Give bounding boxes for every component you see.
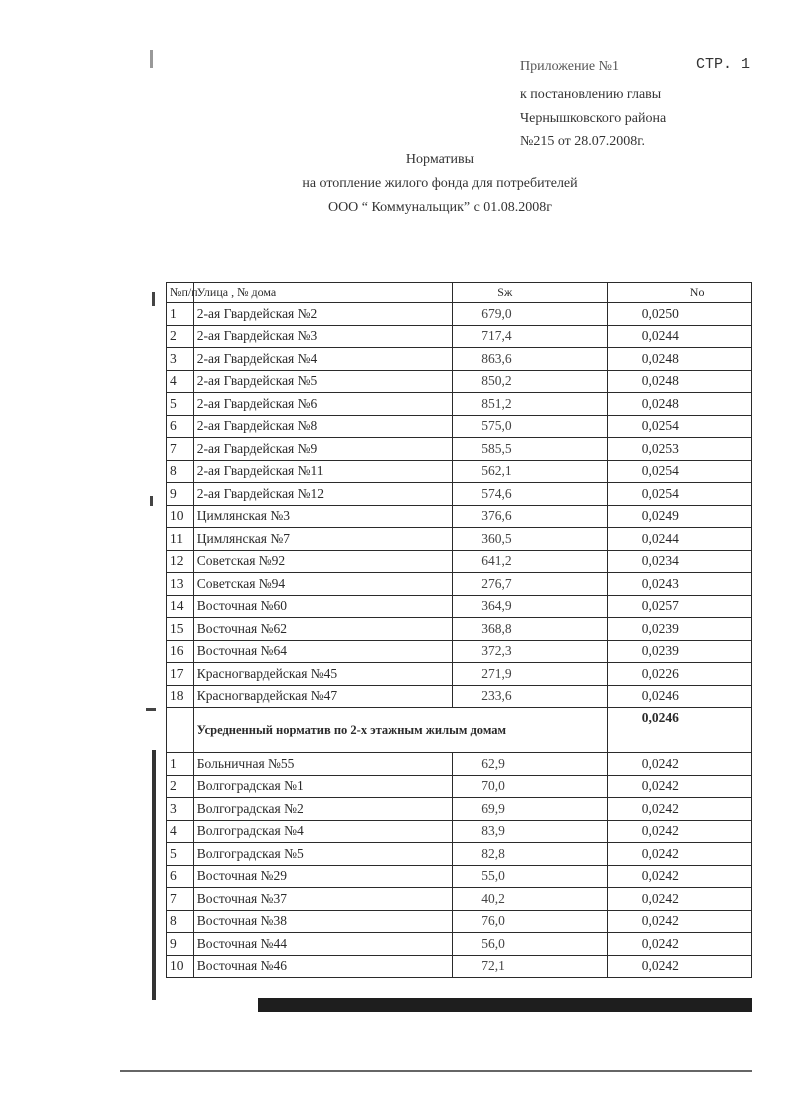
cell-street: 2-ая Гвардейская №12: [193, 483, 453, 506]
cell-number: 12: [167, 550, 194, 573]
cell-area: 575,0: [453, 415, 607, 438]
cell-street: Больничная №55: [193, 753, 453, 776]
cell-area: 850,2: [453, 370, 607, 393]
cell-norm: 0,0242: [607, 955, 751, 978]
table-row: [167, 460, 752, 483]
cell-norm: 0,0246: [607, 685, 751, 708]
table-body-two-storey: [167, 303, 752, 708]
cell-street: Восточная №37: [193, 888, 453, 911]
average-label: Усредненный норматив по 2-х этажным жилым домам: [193, 708, 607, 753]
cell-number: 4: [167, 370, 194, 393]
cell-area: 40,2: [453, 888, 607, 911]
cell-area: 679,0: [453, 303, 607, 326]
cell-norm: 0,0242: [607, 865, 751, 888]
cell-street: 2-ая Гвардейская №8: [193, 415, 453, 438]
table-row: [167, 843, 752, 866]
cell-street: 2-ая Гвардейская №2: [193, 303, 453, 326]
header-norm: No: [607, 283, 751, 303]
table-row: [167, 618, 752, 641]
table-row: [167, 865, 752, 888]
cell-norm: 0,0254: [607, 415, 751, 438]
table-row: [167, 483, 752, 506]
cell-norm: 0,0239: [607, 618, 751, 641]
table-row: [167, 955, 752, 978]
cell-street: Восточная №29: [193, 865, 453, 888]
cell-number: 10: [167, 505, 194, 528]
cell-area: 82,8: [453, 843, 607, 866]
header-street: Улица , № дома: [193, 283, 453, 303]
cell-street: Советская №94: [193, 573, 453, 596]
table-row: [167, 370, 752, 393]
cell-street: Волгоградская №5: [193, 843, 453, 866]
cell-number: 6: [167, 415, 194, 438]
table-row: [167, 573, 752, 596]
cell-number: 7: [167, 888, 194, 911]
cell-norm: 0,0248: [607, 348, 751, 371]
table-header-row: [167, 283, 752, 303]
cell-street: Восточная №60: [193, 595, 453, 618]
average-number: [167, 708, 194, 753]
cell-area: 364,9: [453, 595, 607, 618]
cell-area: 368,8: [453, 618, 607, 641]
scan-bottom-line: [120, 1070, 752, 1072]
cell-norm: 0,0242: [607, 820, 751, 843]
table-row: [167, 550, 752, 573]
appendix-block: [520, 60, 666, 154]
cell-norm: 0,0253: [607, 438, 751, 461]
cell-norm: 0,0257: [607, 595, 751, 618]
cell-number: 11: [167, 528, 194, 551]
cell-street: 2-ая Гвардейская №5: [193, 370, 453, 393]
cell-norm: 0,0242: [607, 843, 751, 866]
cell-number: 2: [167, 325, 194, 348]
cell-number: 1: [167, 303, 194, 326]
table-row: [167, 303, 752, 326]
cell-number: 15: [167, 618, 194, 641]
cell-area: 372,3: [453, 640, 607, 663]
cell-number: 9: [167, 933, 194, 956]
cell-area: 271,9: [453, 663, 607, 686]
cell-area: 55,0: [453, 865, 607, 888]
cell-area: 69,9: [453, 798, 607, 821]
cell-norm: 0,0242: [607, 910, 751, 933]
cell-norm: 0,0254: [607, 483, 751, 506]
cell-number: 7: [167, 438, 194, 461]
cell-area: 717,4: [453, 325, 607, 348]
cell-street: Волгоградская №2: [193, 798, 453, 821]
cell-norm: 0,0242: [607, 753, 751, 776]
cell-number: 8: [167, 460, 194, 483]
cell-area: 562,1: [453, 460, 607, 483]
table-row: [167, 753, 752, 776]
table-row: [167, 393, 752, 416]
title-line-1: Нормативы: [405, 152, 475, 167]
title-line-3: ООО “ Коммунальщик” с 01.08.2008г: [327, 200, 553, 215]
table-row: [167, 640, 752, 663]
cell-norm: 0,0248: [607, 393, 751, 416]
cell-street: 2-ая Гвардейская №6: [193, 393, 453, 416]
cell-norm: 0,0234: [607, 550, 751, 573]
cell-street: Красногвардейская №45: [193, 663, 453, 686]
cell-street: Восточная №62: [193, 618, 453, 641]
table-row: [167, 528, 752, 551]
appendix-line-4: №215 от 28.07.2008г.: [520, 134, 645, 149]
cell-area: 70,0: [453, 775, 607, 798]
cell-norm: 0,0242: [607, 888, 751, 911]
cell-number: 10: [167, 955, 194, 978]
appendix-line-1: Приложение №1: [520, 59, 619, 74]
cell-norm: 0,0254: [607, 460, 751, 483]
scan-speck: [146, 708, 156, 711]
cell-street: Волгоградская №4: [193, 820, 453, 843]
table-row: [167, 910, 752, 933]
cell-street: Цимлянская №7: [193, 528, 453, 551]
scan-speck: [150, 496, 153, 506]
cell-area: 641,2: [453, 550, 607, 573]
cell-norm: 0,0250: [607, 303, 751, 326]
cell-norm: 0,0243: [607, 573, 751, 596]
cell-number: 9: [167, 483, 194, 506]
cell-street: 2-ая Гвардейская №11: [193, 460, 453, 483]
cell-number: 16: [167, 640, 194, 663]
cell-street: Красногвардейская №47: [193, 685, 453, 708]
cell-norm: 0,0249: [607, 505, 751, 528]
cell-number: 18: [167, 685, 194, 708]
scan-edge-line: [152, 750, 156, 1000]
scan-bottom-band: [258, 998, 752, 1012]
cell-norm: 0,0244: [607, 325, 751, 348]
document-title: [270, 148, 610, 220]
cell-number: 4: [167, 820, 194, 843]
cell-street: Волгоградская №1: [193, 775, 453, 798]
cell-area: 360,5: [453, 528, 607, 551]
table-row: [167, 775, 752, 798]
cell-number: 5: [167, 393, 194, 416]
cell-number: 17: [167, 663, 194, 686]
cell-norm: 0,0242: [607, 798, 751, 821]
cell-area: 851,2: [453, 393, 607, 416]
cell-number: 6: [167, 865, 194, 888]
cell-norm: 0,0226: [607, 663, 751, 686]
cell-norm: 0,0242: [607, 933, 751, 956]
scan-speck: [152, 292, 155, 306]
cell-area: 62,9: [453, 753, 607, 776]
cell-street: Восточная №44: [193, 933, 453, 956]
table-body-single-storey: [167, 753, 752, 978]
cell-area: 76,0: [453, 910, 607, 933]
cell-area: 585,5: [453, 438, 607, 461]
scan-speck: [150, 50, 153, 68]
appendix-line-2: к постановлению главы: [520, 87, 662, 102]
table-row: [167, 438, 752, 461]
appendix-line-3: Чернышковского района: [520, 110, 667, 126]
cell-number: 8: [167, 910, 194, 933]
cell-number: 5: [167, 843, 194, 866]
table-row: [167, 663, 752, 686]
cell-area: 72,1: [453, 955, 607, 978]
table-row: [167, 348, 752, 371]
table-row: [167, 798, 752, 821]
cell-street: Восточная №38: [193, 910, 453, 933]
cell-number: 3: [167, 348, 194, 371]
cell-number: 1: [167, 753, 194, 776]
table-row: [167, 933, 752, 956]
cell-street: Советская №92: [193, 550, 453, 573]
cell-number: 14: [167, 595, 194, 618]
cell-street: 2-ая Гвардейская №9: [193, 438, 453, 461]
page-number: СТР. 1: [696, 56, 751, 73]
cell-street: 2-ая Гвардейская №4: [193, 348, 453, 371]
table-row: [167, 325, 752, 348]
cell-norm: 0,0244: [607, 528, 751, 551]
cell-street: 2-ая Гвардейская №3: [193, 325, 453, 348]
table-row: [167, 505, 752, 528]
header-number: №п/п: [167, 283, 194, 303]
cell-norm: 0,0242: [607, 775, 751, 798]
average-value: 0,0246: [607, 708, 751, 753]
title-line-2: на отопление жилого фонда для потребителей: [302, 176, 578, 191]
cell-area: 276,7: [453, 573, 607, 596]
cell-area: 233,6: [453, 685, 607, 708]
header-area: Sж: [453, 283, 607, 303]
cell-area: 376,6: [453, 505, 607, 528]
table-row: [167, 415, 752, 438]
cell-street: Цимлянская №3: [193, 505, 453, 528]
table-row: [167, 595, 752, 618]
cell-street: Восточная №46: [193, 955, 453, 978]
cell-number: 2: [167, 775, 194, 798]
cell-norm: 0,0248: [607, 370, 751, 393]
average-row: [167, 708, 752, 753]
table-average-section: [167, 708, 752, 753]
cell-number: 13: [167, 573, 194, 596]
cell-street: Восточная №64: [193, 640, 453, 663]
table-row: [167, 888, 752, 911]
cell-area: 863,6: [453, 348, 607, 371]
cell-area: 56,0: [453, 933, 607, 956]
norms-table: [166, 282, 752, 978]
cell-norm: 0,0239: [607, 640, 751, 663]
table-row: [167, 685, 752, 708]
table-row: [167, 820, 752, 843]
cell-area: 574,6: [453, 483, 607, 506]
cell-area: 83,9: [453, 820, 607, 843]
cell-number: 3: [167, 798, 194, 821]
